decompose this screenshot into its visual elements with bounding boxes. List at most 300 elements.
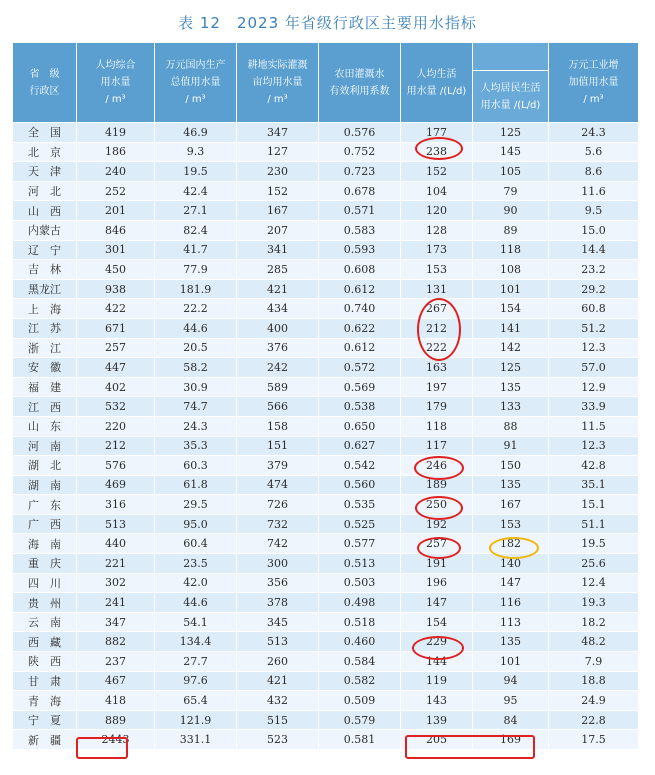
header-residential: 人均居民生活 用水量 /(L/d)	[473, 71, 549, 123]
residential-cell: 116	[473, 593, 549, 613]
region-cell: 河 北	[13, 181, 77, 201]
region-cell: 湖 南	[13, 475, 77, 495]
irrigation-per-mu-cell: 400	[237, 318, 319, 338]
per-10k-gdp-cell: 74.7	[155, 397, 237, 417]
irrigation-per-mu-cell: 378	[237, 593, 319, 613]
per-10k-gdp-cell: 27.1	[155, 201, 237, 221]
irrigation-efficiency-cell: 0.560	[319, 475, 401, 495]
per-capita-domestic-cell: 191	[401, 554, 473, 574]
table-row	[13, 416, 639, 436]
per-capita-total-cell: 418	[77, 691, 155, 711]
region-cell: 广 西	[13, 514, 77, 534]
per-capita-domestic-cell: 238	[401, 142, 473, 162]
irrigation-per-mu-cell: 379	[237, 456, 319, 476]
industrial-cell: 5.6	[549, 142, 639, 162]
industrial-cell: 51.2	[549, 318, 639, 338]
irrigation-efficiency-cell: 0.582	[319, 671, 401, 691]
irrigation-per-mu-cell: 341	[237, 240, 319, 260]
table-body	[13, 123, 639, 750]
irrigation-per-mu-cell: 260	[237, 652, 319, 672]
per-capita-domestic-cell: 131	[401, 279, 473, 299]
per-10k-gdp-cell: 60.4	[155, 534, 237, 554]
irrigation-efficiency-cell: 0.612	[319, 338, 401, 358]
per-capita-domestic-cell: 197	[401, 377, 473, 397]
per-capita-domestic-cell: 267	[401, 299, 473, 319]
irrigation-efficiency-cell: 0.583	[319, 220, 401, 240]
per-10k-gdp-cell: 19.5	[155, 162, 237, 182]
per-capita-total-cell: 938	[77, 279, 155, 299]
table-row	[13, 299, 639, 319]
irrigation-efficiency-cell: 0.622	[319, 318, 401, 338]
per-10k-gdp-cell: 82.4	[155, 220, 237, 240]
table-row	[13, 710, 639, 730]
per-capita-total-cell: 882	[77, 632, 155, 652]
irrigation-efficiency-cell: 0.650	[319, 416, 401, 436]
region-cell: 内蒙古	[13, 220, 77, 240]
region-cell: 陕 西	[13, 652, 77, 672]
residential-cell: 140	[473, 554, 549, 574]
table-row	[13, 612, 639, 632]
irrigation-efficiency-cell: 0.608	[319, 260, 401, 280]
per-capita-domestic-cell: 147	[401, 593, 473, 613]
region-cell: 海 南	[13, 534, 77, 554]
industrial-cell: 60.8	[549, 299, 639, 319]
irrigation-per-mu-cell: 566	[237, 397, 319, 417]
per-capita-domestic-cell: 179	[401, 397, 473, 417]
residential-cell: 135	[473, 377, 549, 397]
industrial-cell: 35.1	[549, 475, 639, 495]
per-10k-gdp-cell: 23.5	[155, 554, 237, 574]
industrial-cell: 24.3	[549, 123, 639, 143]
residential-cell: 125	[473, 358, 549, 378]
industrial-cell: 22.8	[549, 710, 639, 730]
industrial-cell: 24.9	[549, 691, 639, 711]
per-capita-domestic-cell: 143	[401, 691, 473, 711]
residential-cell: 108	[473, 260, 549, 280]
per-capita-domestic-cell: 250	[401, 495, 473, 515]
irrigation-per-mu-cell: 152	[237, 181, 319, 201]
table-row	[13, 573, 639, 593]
industrial-cell: 33.9	[549, 397, 639, 417]
per-10k-gdp-cell: 30.9	[155, 377, 237, 397]
per-capita-total-cell: 2443	[77, 730, 155, 750]
irrigation-per-mu-cell: 347	[237, 123, 319, 143]
per-10k-gdp-cell: 24.3	[155, 416, 237, 436]
per-10k-gdp-cell: 27.7	[155, 652, 237, 672]
irrigation-efficiency-cell: 0.572	[319, 358, 401, 378]
header-region: 省 级 行政区	[13, 43, 77, 123]
per-capita-domestic-cell: 163	[401, 358, 473, 378]
industrial-cell: 12.4	[549, 573, 639, 593]
per-capita-total-cell: 467	[77, 671, 155, 691]
irrigation-efficiency-cell: 0.525	[319, 514, 401, 534]
table-row	[13, 495, 639, 515]
per-capita-domestic-cell: 117	[401, 436, 473, 456]
region-cell: 福 建	[13, 377, 77, 397]
residential-cell: 88	[473, 416, 549, 436]
highlight-circle-tibet	[412, 636, 464, 660]
table-row	[13, 436, 639, 456]
irrigation-per-mu-cell: 151	[237, 436, 319, 456]
per-capita-domestic-cell: 119	[401, 671, 473, 691]
per-10k-gdp-cell: 20.5	[155, 338, 237, 358]
irrigation-per-mu-cell: 300	[237, 554, 319, 574]
residential-cell: 133	[473, 397, 549, 417]
region-cell: 天 津	[13, 162, 77, 182]
per-capita-domestic-cell: 128	[401, 220, 473, 240]
table-row	[13, 338, 639, 358]
per-10k-gdp-cell: 44.6	[155, 593, 237, 613]
per-capita-domestic-cell: 173	[401, 240, 473, 260]
residential-cell: 105	[473, 162, 549, 182]
region-cell: 青 海	[13, 691, 77, 711]
table-row	[13, 456, 639, 476]
per-capita-total-cell: 422	[77, 299, 155, 319]
per-capita-domestic-cell: 212	[401, 318, 473, 338]
per-10k-gdp-cell: 65.4	[155, 691, 237, 711]
header-per-capita-total: 人均综合 用水量 / m³	[77, 43, 155, 123]
per-10k-gdp-cell: 97.6	[155, 671, 237, 691]
per-10k-gdp-cell: 41.7	[155, 240, 237, 260]
per-capita-domestic-cell: 153	[401, 260, 473, 280]
irrigation-efficiency-cell: 0.678	[319, 181, 401, 201]
water-use-table	[12, 42, 639, 750]
industrial-cell: 9.5	[549, 201, 639, 221]
residential-cell: 94	[473, 671, 549, 691]
per-capita-domestic-cell: 246	[401, 456, 473, 476]
residential-cell: 154	[473, 299, 549, 319]
per-10k-gdp-cell: 54.1	[155, 612, 237, 632]
region-cell: 河 南	[13, 436, 77, 456]
table-row	[13, 652, 639, 672]
table-row	[13, 260, 639, 280]
residential-cell: 84	[473, 710, 549, 730]
residential-cell: 113	[473, 612, 549, 632]
per-10k-gdp-cell: 77.9	[155, 260, 237, 280]
irrigation-per-mu-cell: 742	[237, 534, 319, 554]
per-capita-total-cell: 447	[77, 358, 155, 378]
irrigation-per-mu-cell: 242	[237, 358, 319, 378]
industrial-cell: 18.8	[549, 671, 639, 691]
per-capita-total-cell: 846	[77, 220, 155, 240]
region-cell: 重 庆	[13, 554, 77, 574]
irrigation-per-mu-cell: 432	[237, 691, 319, 711]
per-capita-total-cell: 450	[77, 260, 155, 280]
irrigation-efficiency-cell: 0.498	[319, 593, 401, 613]
per-10k-gdp-cell: 29.5	[155, 495, 237, 515]
header-per-capita-domestic: 人均生活 用水量 /(L/d)	[401, 43, 473, 123]
table-row	[13, 279, 639, 299]
irrigation-efficiency-cell: 0.503	[319, 573, 401, 593]
industrial-cell: 14.4	[549, 240, 639, 260]
per-capita-total-cell: 469	[77, 475, 155, 495]
industrial-cell: 17.5	[549, 730, 639, 750]
irrigation-per-mu-cell: 421	[237, 671, 319, 691]
irrigation-efficiency-cell: 0.569	[319, 377, 401, 397]
industrial-cell: 29.2	[549, 279, 639, 299]
irrigation-per-mu-cell: 158	[237, 416, 319, 436]
per-capita-domestic-cell: 229	[401, 632, 473, 652]
irrigation-efficiency-cell: 0.612	[319, 279, 401, 299]
per-capita-total-cell: 212	[77, 436, 155, 456]
table-row	[13, 554, 639, 574]
header-irrigation-efficiency: 农田灌溉水 有效利用系数	[319, 43, 401, 123]
irrigation-per-mu-cell: 127	[237, 142, 319, 162]
highlight-box-xinjiang-total	[76, 737, 128, 759]
industrial-cell: 25.6	[549, 554, 639, 574]
table-row	[13, 671, 639, 691]
highlight-circle-east-cluster	[417, 298, 461, 361]
residential-cell: 145	[473, 142, 549, 162]
residential-cell: 153	[473, 514, 549, 534]
per-capita-total-cell: 532	[77, 397, 155, 417]
table-row	[13, 318, 639, 338]
region-cell: 甘 肃	[13, 671, 77, 691]
irrigation-per-mu-cell: 167	[237, 201, 319, 221]
residential-cell: 118	[473, 240, 549, 260]
table-header	[13, 43, 639, 123]
region-cell: 浙 江	[13, 338, 77, 358]
table-row	[13, 593, 639, 613]
per-capita-domestic-cell: 189	[401, 475, 473, 495]
table-row	[13, 534, 639, 554]
per-10k-gdp-cell: 60.3	[155, 456, 237, 476]
irrigation-per-mu-cell: 345	[237, 612, 319, 632]
per-10k-gdp-cell: 22.2	[155, 299, 237, 319]
per-capita-domestic-cell: 196	[401, 573, 473, 593]
region-cell: 吉 林	[13, 260, 77, 280]
industrial-cell: 48.2	[549, 632, 639, 652]
region-cell: 全 国	[13, 123, 77, 143]
irrigation-per-mu-cell: 207	[237, 220, 319, 240]
industrial-cell: 7.9	[549, 652, 639, 672]
residential-cell: 101	[473, 652, 549, 672]
per-capita-total-cell: 889	[77, 710, 155, 730]
highlight-circle-guangdong	[415, 496, 463, 520]
per-capita-total-cell: 252	[77, 181, 155, 201]
per-capita-total-cell: 186	[77, 142, 155, 162]
table-row	[13, 358, 639, 378]
per-10k-gdp-cell: 58.2	[155, 358, 237, 378]
residential-cell: 141	[473, 318, 549, 338]
irrigation-per-mu-cell: 513	[237, 632, 319, 652]
irrigation-efficiency-cell: 0.513	[319, 554, 401, 574]
region-cell: 上 海	[13, 299, 77, 319]
highlight-circle-beijing	[415, 137, 463, 160]
region-cell: 江 苏	[13, 318, 77, 338]
per-capita-total-cell: 402	[77, 377, 155, 397]
residential-cell: 91	[473, 436, 549, 456]
region-cell: 贵 州	[13, 593, 77, 613]
irrigation-efficiency-cell: 0.576	[319, 123, 401, 143]
header-industrial: 万元工业增 加值用水量 / m³	[549, 43, 639, 123]
table-row	[13, 201, 639, 221]
table-row	[13, 632, 639, 652]
per-10k-gdp-cell: 134.4	[155, 632, 237, 652]
per-capita-domestic-cell: 120	[401, 201, 473, 221]
per-capita-domestic-cell: 205	[401, 730, 473, 750]
per-capita-domestic-cell: 177	[401, 123, 473, 143]
region-cell: 西 藏	[13, 632, 77, 652]
table-row	[13, 162, 639, 182]
table-row	[13, 691, 639, 711]
irrigation-per-mu-cell: 515	[237, 710, 319, 730]
per-10k-gdp-cell: 35.3	[155, 436, 237, 456]
per-capita-domestic-cell: 257	[401, 534, 473, 554]
region-cell: 新 疆	[13, 730, 77, 750]
irrigation-efficiency-cell: 0.460	[319, 632, 401, 652]
region-cell: 湖 北	[13, 456, 77, 476]
residential-cell: 125	[473, 123, 549, 143]
table-row	[13, 240, 639, 260]
industrial-cell: 42.8	[549, 456, 639, 476]
irrigation-per-mu-cell: 732	[237, 514, 319, 534]
region-cell: 山 西	[13, 201, 77, 221]
industrial-cell: 15.0	[549, 220, 639, 240]
irrigation-per-mu-cell: 230	[237, 162, 319, 182]
irrigation-efficiency-cell: 0.723	[319, 162, 401, 182]
irrigation-efficiency-cell: 0.627	[319, 436, 401, 456]
irrigation-per-mu-cell: 523	[237, 730, 319, 750]
irrigation-efficiency-cell: 0.740	[319, 299, 401, 319]
table-row	[13, 377, 639, 397]
residential-cell: 142	[473, 338, 549, 358]
region-cell: 宁 夏	[13, 710, 77, 730]
per-capita-total-cell: 240	[77, 162, 155, 182]
residential-cell: 135	[473, 632, 549, 652]
per-10k-gdp-cell: 95.0	[155, 514, 237, 534]
per-capita-total-cell: 220	[77, 416, 155, 436]
per-capita-total-cell: 576	[77, 456, 155, 476]
table-row	[13, 475, 639, 495]
per-capita-total-cell: 221	[77, 554, 155, 574]
residential-cell: 169	[473, 730, 549, 750]
highlight-circle-hainan-residential	[489, 537, 539, 559]
industrial-cell: 12.9	[549, 377, 639, 397]
highlight-box-xinjiang-domestic	[405, 735, 535, 759]
industrial-cell: 19.3	[549, 593, 639, 613]
industrial-cell: 15.1	[549, 495, 639, 515]
region-cell: 四 川	[13, 573, 77, 593]
table-row	[13, 181, 639, 201]
per-capita-domestic-cell: 192	[401, 514, 473, 534]
industrial-cell: 12.3	[549, 338, 639, 358]
irrigation-per-mu-cell: 356	[237, 573, 319, 593]
irrigation-efficiency-cell: 0.752	[319, 142, 401, 162]
irrigation-efficiency-cell: 0.577	[319, 534, 401, 554]
region-cell: 云 南	[13, 612, 77, 632]
per-10k-gdp-cell: 61.8	[155, 475, 237, 495]
per-10k-gdp-cell: 121.9	[155, 710, 237, 730]
residential-cell: 182	[473, 534, 549, 554]
per-capita-total-cell: 201	[77, 201, 155, 221]
region-cell: 山 东	[13, 416, 77, 436]
irrigation-per-mu-cell: 376	[237, 338, 319, 358]
irrigation-efficiency-cell: 0.571	[319, 201, 401, 221]
industrial-cell: 51.1	[549, 514, 639, 534]
per-capita-total-cell: 440	[77, 534, 155, 554]
region-cell: 江 西	[13, 397, 77, 417]
water-use-table-container	[12, 42, 638, 750]
residential-cell: 95	[473, 691, 549, 711]
industrial-cell: 19.5	[549, 534, 639, 554]
residential-cell: 135	[473, 475, 549, 495]
per-10k-gdp-cell: 331.1	[155, 730, 237, 750]
industrial-cell: 57.0	[549, 358, 639, 378]
per-10k-gdp-cell: 42.4	[155, 181, 237, 201]
irrigation-efficiency-cell: 0.538	[319, 397, 401, 417]
per-10k-gdp-cell: 44.6	[155, 318, 237, 338]
per-10k-gdp-cell: 181.9	[155, 279, 237, 299]
per-capita-domestic-cell: 104	[401, 181, 473, 201]
per-capita-total-cell: 671	[77, 318, 155, 338]
irrigation-per-mu-cell: 726	[237, 495, 319, 515]
residential-cell: 150	[473, 456, 549, 476]
region-cell: 安 徽	[13, 358, 77, 378]
industrial-cell: 18.2	[549, 612, 639, 632]
irrigation-efficiency-cell: 0.584	[319, 652, 401, 672]
per-capita-domestic-cell: 154	[401, 612, 473, 632]
irrigation-efficiency-cell: 0.579	[319, 710, 401, 730]
irrigation-efficiency-cell: 0.509	[319, 691, 401, 711]
header-spacer	[473, 43, 549, 71]
per-capita-total-cell: 513	[77, 514, 155, 534]
region-cell: 北 京	[13, 142, 77, 162]
per-10k-gdp-cell: 46.9	[155, 123, 237, 143]
industrial-cell: 23.2	[549, 260, 639, 280]
per-capita-domestic-cell: 118	[401, 416, 473, 436]
irrigation-per-mu-cell: 421	[237, 279, 319, 299]
irrigation-efficiency-cell: 0.535	[319, 495, 401, 515]
per-capita-domestic-cell: 222	[401, 338, 473, 358]
per-capita-total-cell: 302	[77, 573, 155, 593]
per-capita-domestic-cell: 152	[401, 162, 473, 182]
table-row	[13, 397, 639, 417]
industrial-cell: 11.5	[549, 416, 639, 436]
per-10k-gdp-cell: 9.3	[155, 142, 237, 162]
industrial-cell: 8.6	[549, 162, 639, 182]
residential-cell: 90	[473, 201, 549, 221]
table-row	[13, 142, 639, 162]
irrigation-per-mu-cell: 589	[237, 377, 319, 397]
highlight-circle-hubei	[414, 456, 464, 480]
residential-cell: 89	[473, 220, 549, 240]
region-cell: 辽 宁	[13, 240, 77, 260]
residential-cell: 101	[473, 279, 549, 299]
residential-cell: 79	[473, 181, 549, 201]
table-title: 表 12 2023 年省级行政区主要用水指标	[178, 14, 477, 32]
per-capita-total-cell: 237	[77, 652, 155, 672]
table-row	[13, 514, 639, 534]
header-per-10k-gdp: 万元国内生产 总值用水量 / m³	[155, 43, 237, 123]
irrigation-efficiency-cell: 0.518	[319, 612, 401, 632]
industrial-cell: 12.3	[549, 436, 639, 456]
irrigation-per-mu-cell: 474	[237, 475, 319, 495]
per-capita-domestic-cell: 144	[401, 652, 473, 672]
highlight-circle-hainan	[417, 537, 461, 559]
residential-cell: 167	[473, 495, 549, 515]
irrigation-per-mu-cell: 285	[237, 260, 319, 280]
residential-cell: 147	[473, 573, 549, 593]
per-capita-total-cell: 419	[77, 123, 155, 143]
per-capita-total-cell: 257	[77, 338, 155, 358]
irrigation-per-mu-cell: 434	[237, 299, 319, 319]
per-capita-domestic-cell: 139	[401, 710, 473, 730]
region-cell: 广 东	[13, 495, 77, 515]
industrial-cell: 11.6	[549, 181, 639, 201]
table-row	[13, 220, 639, 240]
irrigation-efficiency-cell: 0.542	[319, 456, 401, 476]
